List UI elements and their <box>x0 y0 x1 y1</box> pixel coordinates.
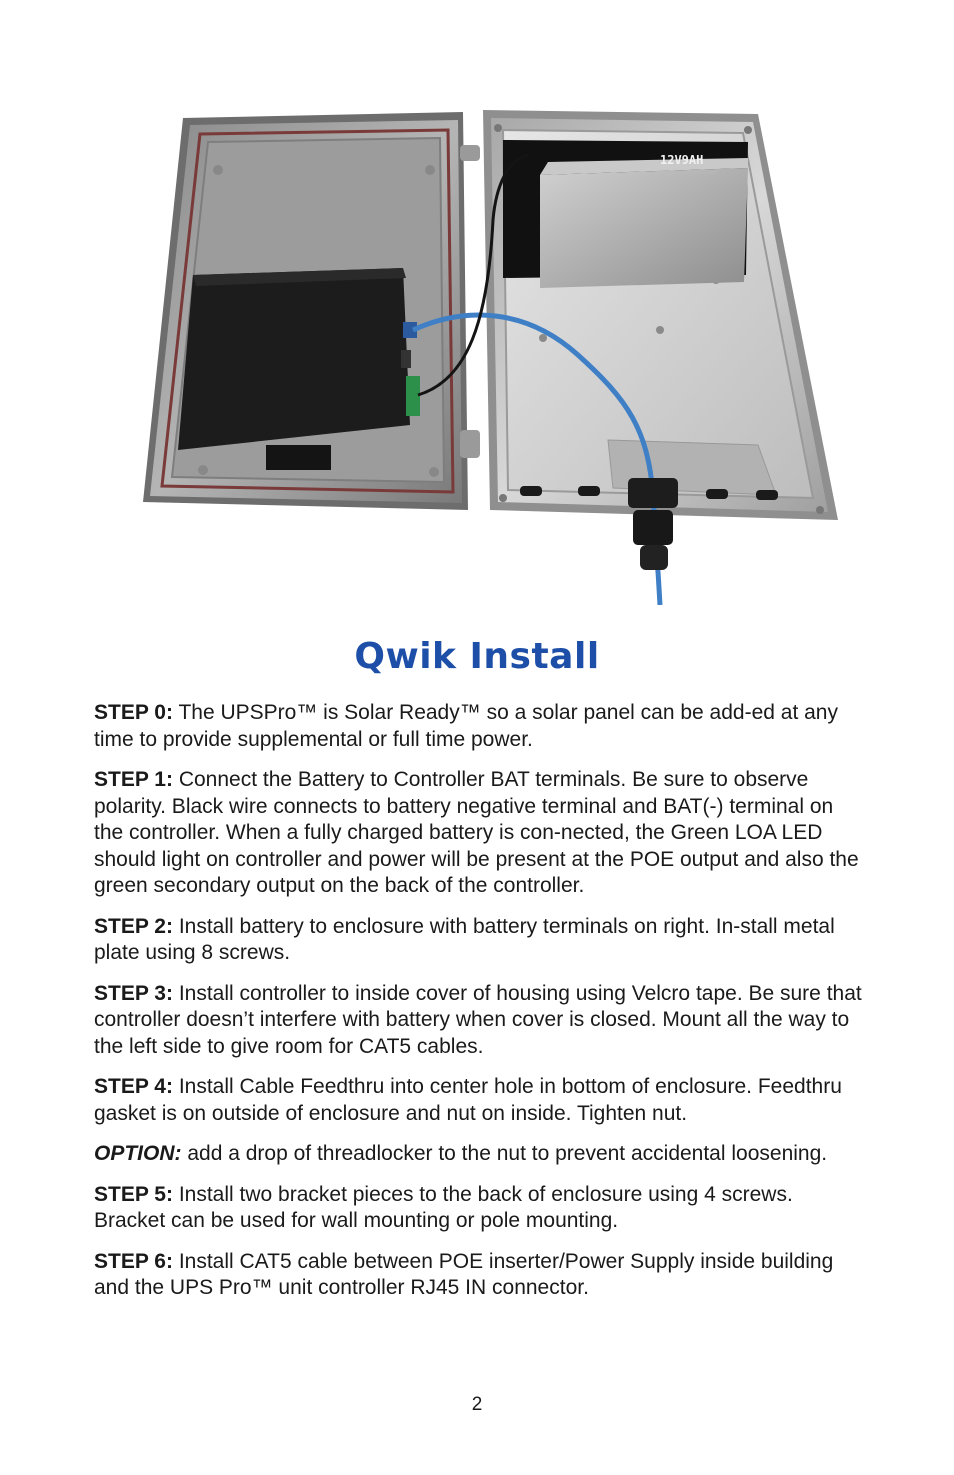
page-title: Qwik Install <box>354 636 600 677</box>
step-text: Install battery to enclosure with battery terminals on right. In-stall metal plate using 8 screws. <box>94 914 835 964</box>
page-number: 2 <box>471 1394 483 1415</box>
battery-label: 12V9AH <box>660 153 704 167</box>
battery-sublabel: SEALED LEAD ACID BATTERY <box>660 170 718 175</box>
step-label: STEP 6: <box>94 1249 173 1273</box>
step-label: STEP 2: <box>94 914 173 938</box>
step-paragraph <box>94 700 864 753</box>
step-text: Install CAT5 cable between POE inserter/Power Supply inside building and the UPS Pro™ unit controller RJ45 IN connector. <box>94 1249 834 1299</box>
step-label: STEP 3: <box>94 981 173 1005</box>
step-label: STEP 0: <box>94 701 173 724</box>
hinge-bottom <box>460 430 480 458</box>
step-paragraph <box>94 1141 864 1168</box>
step-paragraph <box>94 1249 864 1302</box>
step-label: OPTION: <box>94 1142 182 1165</box>
step-label: STEP 1: <box>94 768 173 791</box>
step-paragraph <box>94 981 864 1061</box>
step-text: The UPSPro™ is Solar Ready™ so a solar panel can be add-ed at any time to provide supplemental or full time power. <box>94 701 838 751</box>
step-text: Connect the Battery to Controller BAT terminals. Be sure to observe polarity. Black wire connects to battery negative terminal and BAT(-) terminal on the controller. When a fully charged battery is con-nected, the Green LOA LED should light on controller and power will be present at the POE output and also the green secondary output on the back of the controller. <box>94 768 859 897</box>
enclosure-photo <box>108 100 843 605</box>
step-text: Install controller to inside cover of housing using Velcro tape. Be sure that controller doesn’t interfere with battery when cover is closed. Mount all the way to the left side to give room for CAT5 cables. <box>94 981 862 1058</box>
steps-list <box>94 700 864 1316</box>
step-paragraph <box>94 1182 864 1235</box>
step-text: Install two bracket pieces to the back of enclosure using 4 screws. Bracket can be used for wall mounting or pole mounting. <box>94 1182 793 1232</box>
battery <box>503 140 748 288</box>
step-paragraph <box>94 914 864 967</box>
step-paragraph <box>94 1074 864 1127</box>
step-label: STEP 4: <box>94 1075 173 1098</box>
hinge-top <box>460 145 480 161</box>
cable-feedthru <box>628 478 678 570</box>
step-text: add a drop of threadlocker to the nut to prevent accidental loosening. <box>187 1142 828 1165</box>
step-label: STEP 5: <box>94 1182 173 1206</box>
step-paragraph <box>94 767 864 900</box>
step-text: Install Cable Feedthru into center hole in bottom of enclosure. Feedthru gasket is on outside of enclosure and nut on inside. Tighten nut. <box>94 1075 842 1125</box>
